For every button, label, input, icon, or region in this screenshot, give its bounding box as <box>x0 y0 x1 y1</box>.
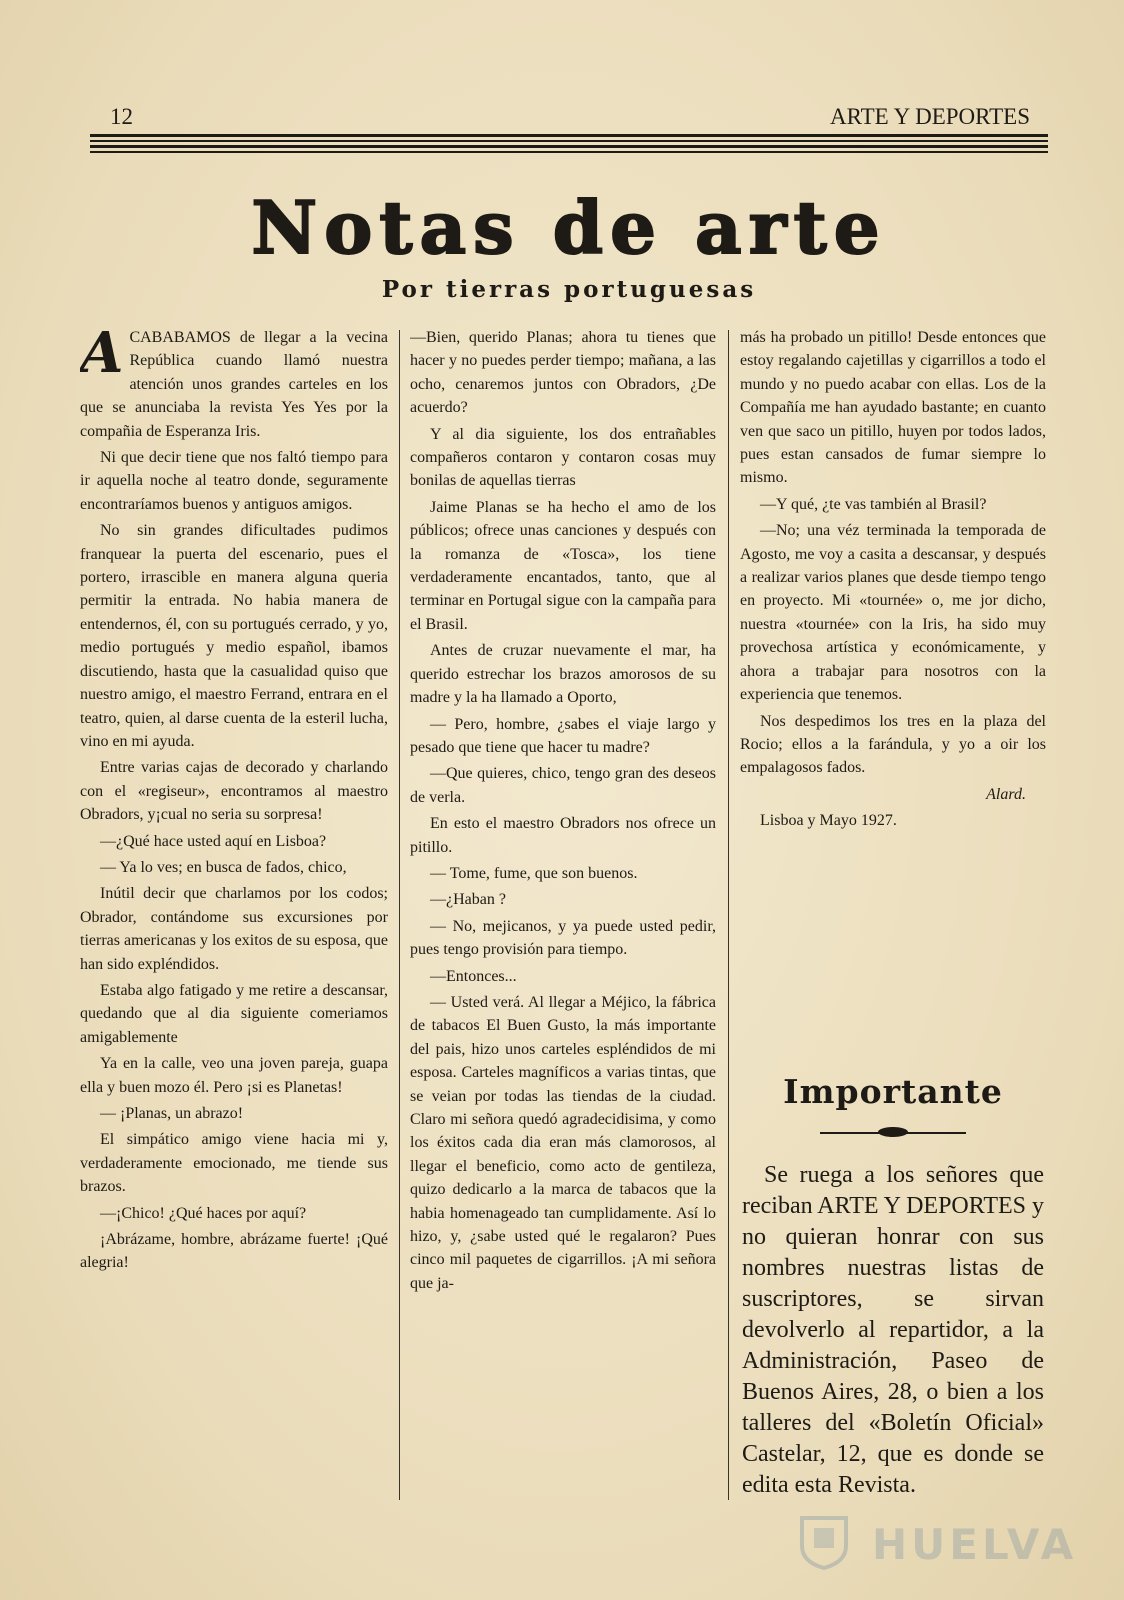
paragraph: — Ya lo ves; en busca de fados, chico, <box>100 858 347 876</box>
column-divider <box>399 330 400 1500</box>
paragraph: ¡Abrázame, hombre, abrázame fuerte! ¡Qué alegria! <box>80 1231 388 1272</box>
paragraph: —¿Qué hace usted aquí en Lisboa? <box>100 832 327 850</box>
author-signature: Alard. <box>986 785 1026 803</box>
article-title: Notas de arte <box>251 185 887 270</box>
paragraph: — Tome, fume, que son buenos. <box>430 864 638 882</box>
page-header <box>110 100 1030 130</box>
notice-text <box>742 1160 1044 1501</box>
paragraph: Y al dia siguiente, los dos entrañables compañeros contaron y contaron cosas muy bonilas de aquellas tierras <box>410 425 716 490</box>
paragraph: Jaime Planas se ha hecho el amo de los públicos; ofrece unas canciones y después con la romanza de «Tosca», los tiene verdaderamente encantados, tanto, que al terminar en Portugal sigue con la campaña para el Brasil. <box>410 498 716 633</box>
paragraph: Nos despedimos los tres en la plaza del Rocio; ellos a la farándula, y yo a oir los empalagosos fados. <box>740 712 1046 777</box>
paragraph: —Y qué, ¿te vas también al Brasil? <box>760 495 987 513</box>
paragraph: —¡Chico! ¿Qué haces por aquí? <box>100 1204 307 1222</box>
page-number: 12 <box>110 104 133 129</box>
paragraph: más ha probado un pitillo! Desde entonces que estoy regalando cajetillas y cigarrillos a todo el mundo y no puedo acabar con ellas. Los de la Compañía me han ayudado bastante; en cuanto ven que saco un pitillo, huyen por todos lados, pues estan cansados de fumar siempre lo mismo. <box>740 329 1046 487</box>
paragraph: —Bien, querido Planas; ahora tu tienes que hacer y no puedes perder tiempo; mañana, a las ocho, cenaremos juntos con Obradors, ¿De acuerdo? <box>410 329 716 417</box>
paragraph: — No, mejicanos, y ya puede usted pedir, pues tengo provisión para tiempo. <box>410 917 716 959</box>
column-divider <box>728 330 729 1500</box>
paragraph: Ya en la calle, veo una joven pareja, guapa ella y buen mozo él. Pero ¡si es Planetas! <box>80 1055 388 1096</box>
article-column-2 <box>410 326 716 1506</box>
paragraph: Inútil decir que charlamos por los codos; Obrador, contándome sus excursiones por tierras americanas y los exitos de su esposa, que han sido expléndidos. <box>80 885 388 973</box>
paragraph: Ni que decir tiene que nos faltó tiempo para ir aquella noche al teatro donde, seguramente encontraríamos buenos y antiguos amigos. <box>80 449 388 513</box>
paragraph: —Que quieres, chico, tengo gran des deseos de verla. <box>410 765 716 806</box>
header-rules <box>90 134 1048 156</box>
drop-cap: A <box>80 326 124 386</box>
paragraph: No sin grandes dificultades pudimos franquear la puerta del escenario, pues el portero, irrascible en manera alguna queria permitir la entrada. No habia manera de entendernos, él, con su portugués cerrado, y yo, medio portugués y medio español, ibamos discutiendo, hasta que la casualidad quiso que nuestro amigo, el maestro Ferrand, entrara en el teatro, quien, al darse cuenta de la esteril lucha, vino en mi ayuda. <box>80 522 388 750</box>
paragraph: En esto el maestro Obradors nos ofrece un pitillo. <box>410 815 716 856</box>
paragraph: — Pero, hombre, ¿sabes el viaje largo y pesado que tiene que hacer tu madre? <box>410 715 716 756</box>
notice-paragraph: Se ruega a los señores que reciban ARTE Y DEPORTES y no quieran honrar con sus nombres nuestras listas de suscriptores, se sirvan devolverlo al repartidor, a la Administración, Paseo de Buenos Aires, 28, o bien a los talleres del «Boletín Oficial» Castelar, 12, que es donde se edita esta Revista. <box>742 1162 1044 1498</box>
shield-icon <box>794 1512 854 1572</box>
paragraph: —¿Haban ? <box>430 891 506 909</box>
article-column-3 <box>740 326 1046 976</box>
paragraph: — Usted verá. Al llegar a Méjico, la fábrica de tabacos El Buen Gusto, la más importante del pais, hizo unos carteles espléndidos de mi esposa. Carteles magníficos a varias tintas, que se veian por todas las tiendas de la ciudad. Claro mi señora quedó agradecidisima, y como los éxitos cada dia eran más clamorosos, al llegar el beneficio, como acto de gentileza, quizo dedicarlo a la marca de tabacos que la habia homenageado tan cumplidamente. Así lo hizo, y, ¿sabe usted qué le regalaron? Pues cinco mil paquetes de cigarrillos. ¡A mi señora que ja- <box>410 993 716 1292</box>
article-subtitle: Por tierras portuguesas <box>381 276 757 303</box>
notice-title: Importante <box>783 1072 1003 1111</box>
place-date: Lisboa y Mayo 1927. <box>760 812 897 830</box>
watermark-text: HUELVA <box>872 1520 1078 1569</box>
article-column-1 <box>80 326 388 1506</box>
paragraph: El simpático amigo viene hacia mi y, verdaderamente emocionado, me tiende sus brazos. <box>80 1131 388 1196</box>
paragraph: —No; una véz terminada la temporada de Agosto, me voy a casita a descansar, y después a realizar varios planes que desde tiempo tengo en proyecto. Mi «tournée» o, me jor dicho, nuestra «tournée» con la Iris, ha sido muy provechosa artística y económicamente, y ahora a trabajar para nosotros con la experiencia que tenemos. <box>740 522 1046 704</box>
paragraph: Antes de cruzar nuevamente el mar, ha querido estrechar los brazos amorosos de su madre y la ha llamado a Oporto, <box>410 642 716 707</box>
paragraph: A CABABAMOS de llegar a la vecina República cuando llamó nuestra atención unos grandes carteles en los que se anunciaba la revista Yes Yes por la compañia de Esperanza Iris. <box>80 326 388 440</box>
archive-watermark <box>780 1512 1078 1572</box>
paragraph: —Entonces... <box>430 967 517 985</box>
paragraph: Entre varias cajas de decorado y charlando con el «regiseur», encontramos al maestro Obradors, y¡cual no seria su sorpresa! <box>80 759 388 824</box>
ornament-divider <box>820 1132 966 1134</box>
paragraph: — ¡Planas, un abrazo! <box>100 1105 244 1122</box>
publication-name: ARTE Y DEPORTES <box>830 104 1030 129</box>
paragraph: Estaba algo fatigado y me retire a descansar, quedando que al dia siguiente comeriamos amigablemente <box>80 981 388 1046</box>
